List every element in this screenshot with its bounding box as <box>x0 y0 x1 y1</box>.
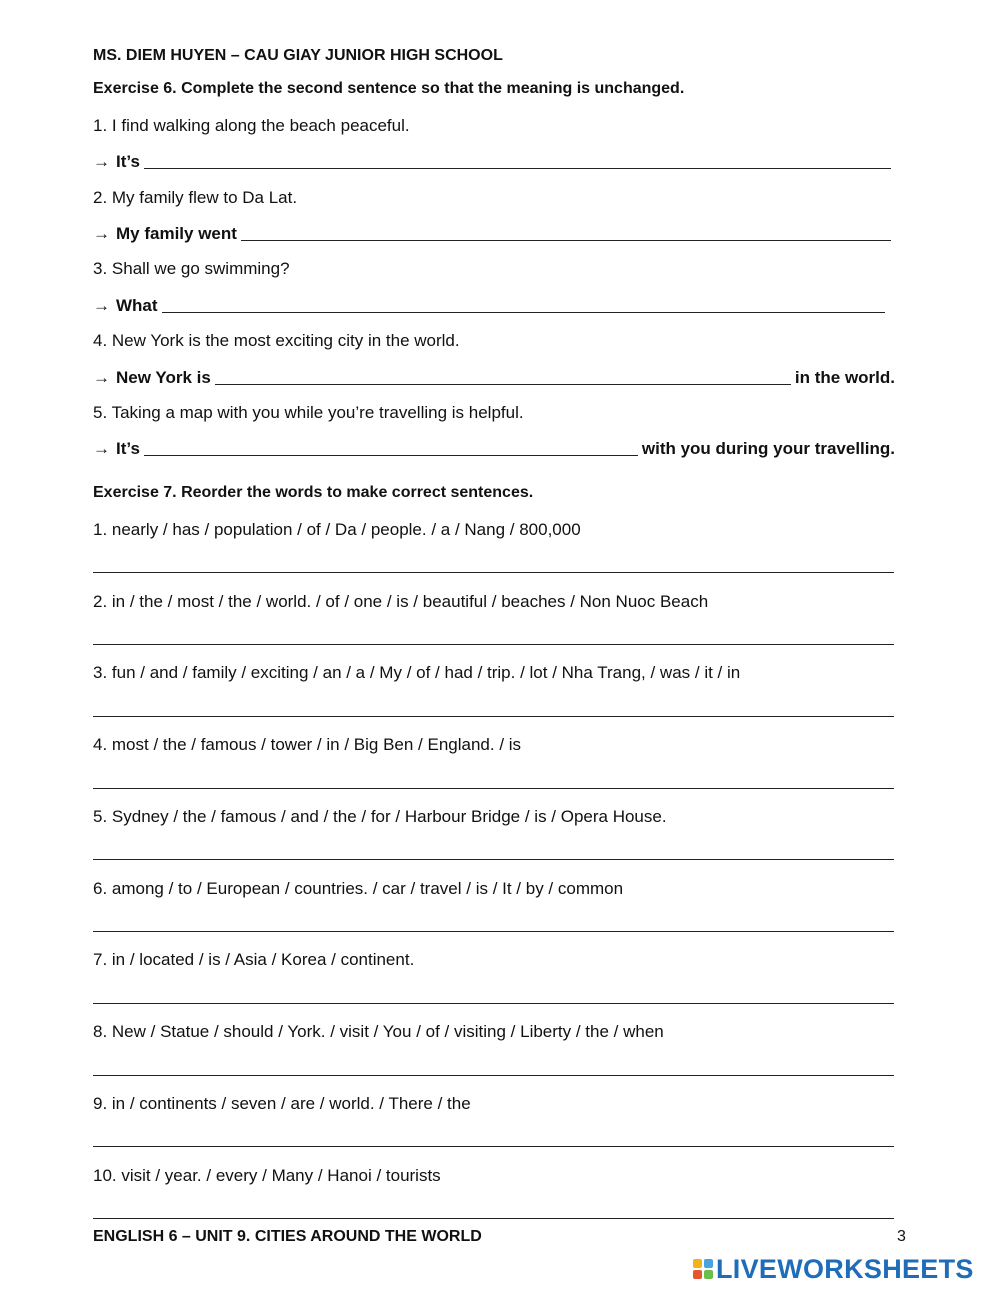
logo-mark-square <box>704 1270 713 1279</box>
answer-blank-2[interactable] <box>241 226 891 241</box>
ex7-prompt-5: 5. Sydney / the / famous / and / the / for / Harbour Bridge / is / Opera House. <box>93 807 667 826</box>
logo-mark-square <box>693 1270 702 1279</box>
footer-unit-title: ENGLISH 6 – UNIT 9. CITIES AROUND THE WORLD <box>93 1228 482 1245</box>
liveworksheets-logo[interactable] <box>693 1254 974 1284</box>
answer-start: What <box>116 296 158 315</box>
ex7-answer-line-3[interactable] <box>93 716 894 717</box>
ex7-prompt-9: 9. in / continents / seven / are / world. / There / the <box>93 1094 471 1113</box>
arrow-icon: → <box>93 224 110 243</box>
ex7-prompt-4: 4. most / the / famous / tower / in / Big Ben / England. / is <box>93 735 522 754</box>
arrow-icon: → <box>93 439 110 458</box>
arrow-icon: → <box>93 296 110 315</box>
arrow-icon: → <box>93 152 110 171</box>
ex7-answer-line-4[interactable] <box>93 788 894 789</box>
ex7-answer-line-10[interactable] <box>93 1218 894 1219</box>
answer-blank-1[interactable] <box>144 154 891 169</box>
ex7-prompt-2: 2. in / the / most / the / world. / of / one / is / beautiful / beaches / Non Nuoc Beach <box>93 592 709 611</box>
ex7-prompt-3: 3. fun / and / family / exciting / an / a / My / of / had / trip. / lot / Nha Trang, / was / it / in <box>93 663 741 682</box>
ex7-answer-line-7[interactable] <box>93 1003 894 1004</box>
ex6-prompt-3: 3. Shall we go swimming? <box>93 259 290 278</box>
logo-mark-square <box>693 1259 702 1268</box>
logo-text: LIVEWORKSHEETS <box>716 1253 974 1284</box>
ex6-prompt-2: 2. My family flew to Da Lat. <box>93 188 298 207</box>
answer-start: It’s <box>116 439 140 458</box>
exercise6-title: Exercise 6. Complete the second sentence so that the meaning is unchanged. <box>93 80 685 97</box>
ex7-answer-line-1[interactable] <box>93 572 894 573</box>
ex7-prompt-1: 1. nearly / has / population / of / Da / people. / a / Nang / 800,000 <box>93 520 581 539</box>
logo-mark-square <box>704 1259 713 1268</box>
ex7-prompt-7: 7. in / located / is / Asia / Korea / continent. <box>93 950 415 969</box>
school-header: MS. DIEM HUYEN – CAU GIAY JUNIOR HIGH SCHOOL <box>93 47 503 64</box>
arrow-icon: → <box>93 368 110 387</box>
answer-blank-3[interactable] <box>162 298 885 313</box>
ex7-prompt-6: 6. among / to / European / countries. / car / travel / is / It / by / common <box>93 879 624 898</box>
ex6-answer-row-3 <box>93 292 895 316</box>
page-number: 3 <box>897 1228 906 1245</box>
answer-blank-4[interactable] <box>215 370 791 385</box>
ex7-answer-line-9[interactable] <box>93 1146 894 1147</box>
answer-start: New York is <box>116 368 211 387</box>
logo-mark-icon <box>693 1259 713 1279</box>
answer-blank-5[interactable] <box>144 441 638 456</box>
ex7-answer-line-8[interactable] <box>93 1075 894 1076</box>
answer-start: My family went <box>116 224 237 243</box>
ex7-prompt-8: 8. New / Statue / should / York. / visit / You / of / visiting / Liberty / the / when <box>93 1022 664 1041</box>
ex6-answer-row-1 <box>93 148 895 172</box>
ex7-answer-line-6[interactable] <box>93 931 894 932</box>
answer-end: with you during your travelling. <box>641 439 895 458</box>
ex6-prompt-5: 5. Taking a map with you while you’re travelling is helpful. <box>93 403 524 422</box>
exercise7-title: Exercise 7. Reorder the words to make correct sentences. <box>93 484 534 501</box>
answer-end: in the world. <box>794 368 895 387</box>
ex6-prompt-1: 1. I find walking along the beach peaceful. <box>93 116 410 135</box>
ex7-prompt-10: 10. visit / year. / every / Many / Hanoi / tourists <box>93 1166 441 1185</box>
ex6-answer-row-4 <box>93 364 895 388</box>
ex6-prompt-4: 4. New York is the most exciting city in the world. <box>93 331 460 350</box>
ex6-answer-row-5 <box>93 435 895 459</box>
ex7-answer-line-5[interactable] <box>93 859 894 860</box>
ex6-answer-row-2 <box>93 220 895 244</box>
answer-start: It’s <box>116 152 140 171</box>
ex7-answer-line-2[interactable] <box>93 644 894 645</box>
